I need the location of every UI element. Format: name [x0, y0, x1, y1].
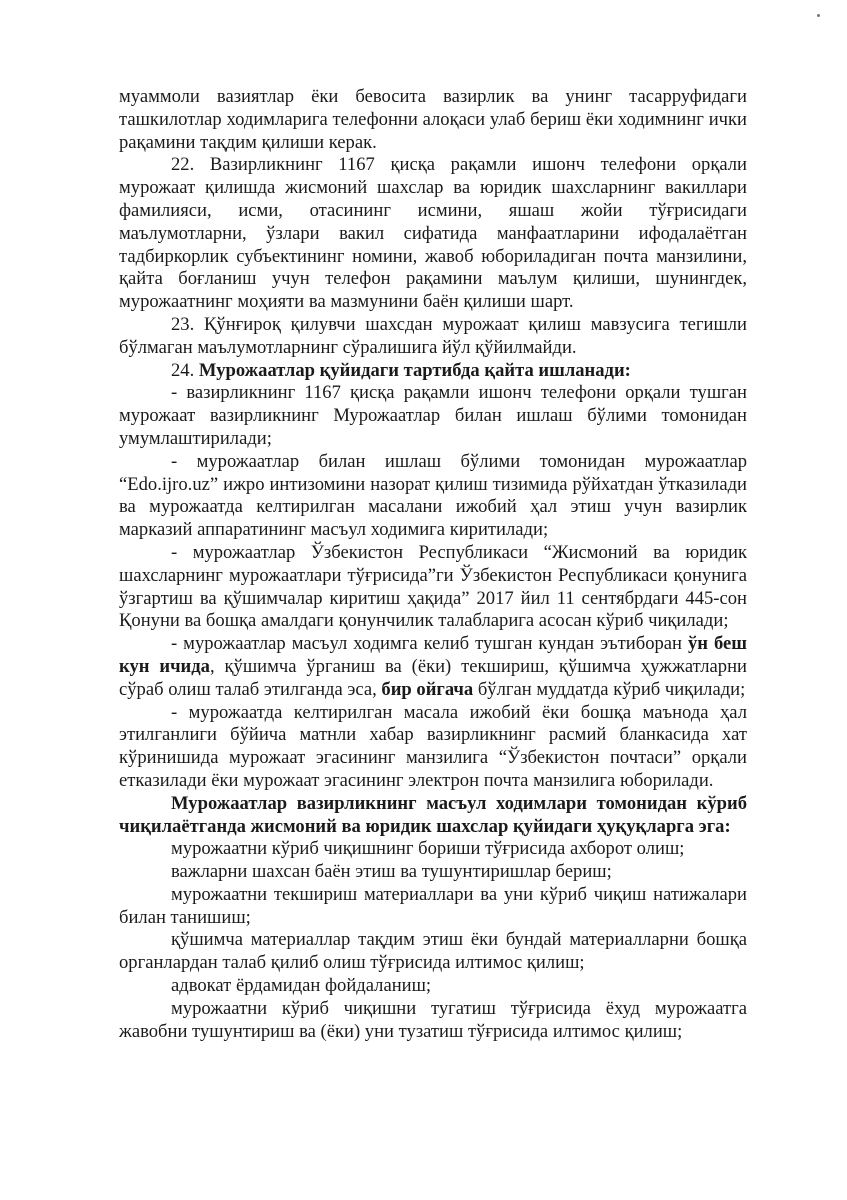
paragraph-h2	[119, 793, 747, 839]
text-run: - мурожаатлар билан ишлаш бўлими томонидан мурожаатлар “Edo.ijro.uz” ижро интизомини назорат қилиш тизимида рўйхатдан ўтказилади ва мурожаатда келтирилган масалани ижобий ҳал этиш учун вазирлик марказий аппаратининг масъул ходимига киритилади;	[119, 450, 747, 541]
text-run: бўлган муддатда кўриб чиқилади;	[473, 678, 746, 700]
paragraph-p23	[119, 314, 747, 360]
text-run: мурожаатни кўриб чиқишнинг бориши тўғрисида ахборот олиш;	[171, 838, 685, 860]
text-run: , қўшимча ўрганиш ва (ёки) текшириш, қўшимча ҳужжатларни сўраб олиш талаб этилганда эса,	[119, 655, 747, 700]
bold-text: бир ойгача	[381, 678, 474, 700]
text-run: мурожаатни кўриб чиқишни тугатиш тўғрисида ёхуд мурожаатга жавобни тушунтириш ва (ёки) уни тузатиш тўғрисида илтимос қилиш;	[119, 997, 747, 1042]
paragraph-b3	[119, 542, 747, 633]
text-run: муаммоли вазиятлар ёки бевосита вазирлик ва унинг тасарруфидаги ташкилотлар ходимларига телефонни алоқаси улаб бериш ёки ходимнинг ички рақамини тақдим қилиши керак.	[119, 86, 747, 153]
paragraph-r6	[119, 998, 747, 1044]
paragraph-r5	[119, 975, 747, 998]
text-run: - мурожаатлар масъул ходимга келиб тушган кундан эътиборан	[171, 633, 688, 655]
paragraph-p24	[119, 360, 747, 383]
paragraph-b2	[119, 451, 747, 542]
paragraph-b5	[119, 702, 747, 793]
bold-text: Мурожаатлар вазирликнинг масъул ходимлари томонидан кўриб чиқилаётганда жисмоний ва юридик шахслар қуйидаги ҳуқуқларга эга:	[119, 792, 747, 837]
paragraph-b4	[119, 633, 747, 701]
paragraph-r2	[119, 861, 747, 884]
text-run: - мурожаатда келтирилган масала ижобий ёки бошқа маънода ҳал этилганлиги бўйича матнли хабар вазирликнинг расмий бланкасида хат кўринишида мурожаат эгасининг манзилига “Ўзбекистон почтаси” орқали етказилади ёки мурожаат эгасининг электрон почта манзилига юборилади.	[119, 701, 747, 791]
paragraph-r4	[119, 929, 747, 975]
paragraph-r3	[119, 884, 747, 930]
text-run: - вазирликнинг 1167 қисқа рақамли ишонч телефони орқали тушган мурожаат вазирликнинг Мурожаатлар билан ишлаш бўлими томонидан умумлаштирилади;	[119, 382, 747, 449]
bold-text: ўн беш кун ичида	[119, 633, 747, 677]
text-run: адвокат ёрдамидан фойдаланиш;	[171, 975, 432, 997]
paragraph-r1	[119, 838, 747, 861]
paragraph-p0	[119, 86, 747, 154]
paragraph-b1	[119, 382, 747, 450]
bold-text: Мурожаатлар қуйидаги тартибда қайта ишланади:	[198, 359, 631, 381]
text-run: қўшимча материаллар тақдим этиш ёки бундай материалларни бошқа органлардан талаб қилиб олиш тўғрисида илтимос қилиш;	[119, 929, 747, 974]
paragraph-p22	[119, 154, 747, 314]
scan-speck	[817, 14, 820, 17]
document-page	[119, 86, 747, 1043]
text-run: важларни шахсан баён этиш ва тушунтиришлар бериш;	[171, 861, 612, 883]
text-run: 23. Қўнғироқ қилувчи шахсдан мурожаат қилиш мавзусига тегишли бўлмаган маълумотларнинг сўралишига йўл қўйилмайди.	[119, 313, 747, 358]
text-run: 22. Вазирликнинг 1167 қисқа рақамли ишонч телефони орқали мурожаат қилишда жисмоний шахслар ва юридик шахсларнинг вакиллари фамилияси, исми, отасининг исмини, яшаш жойи тўғрисидаги маълумотларни, ўзлари вакил сифатида манфаатларини ифодалаётган тадбиркорлик субъектининг номини, жавоб юбориладиган почта манзилини, қайта боғланиш учун телефон рақамини маълум қилиши, шунингдек, мурожаатнинг моҳияти ва мазмунини баён қилиши шарт.	[119, 154, 747, 313]
text-run: мурожаатни текшириш материаллари ва уни кўриб чиқиш натижалари билан танишиш;	[119, 883, 747, 928]
text-run: - мурожаатлар Ўзбекистон Республикаси “Жисмоний ва юридик шахсларнинг мурожаатлари тўғрисида”ги Ўзбекистон Республикаси қонунига ўзгартиш ва қўшимчалар киритиш ҳақида” 2017 йил 11 сентябрдаги 445-сон Қонуни ва бошқа амалдаги қонунчилик талабларига асосан кўриб чиқилади;	[119, 541, 747, 632]
text-run: 24.	[171, 359, 199, 381]
